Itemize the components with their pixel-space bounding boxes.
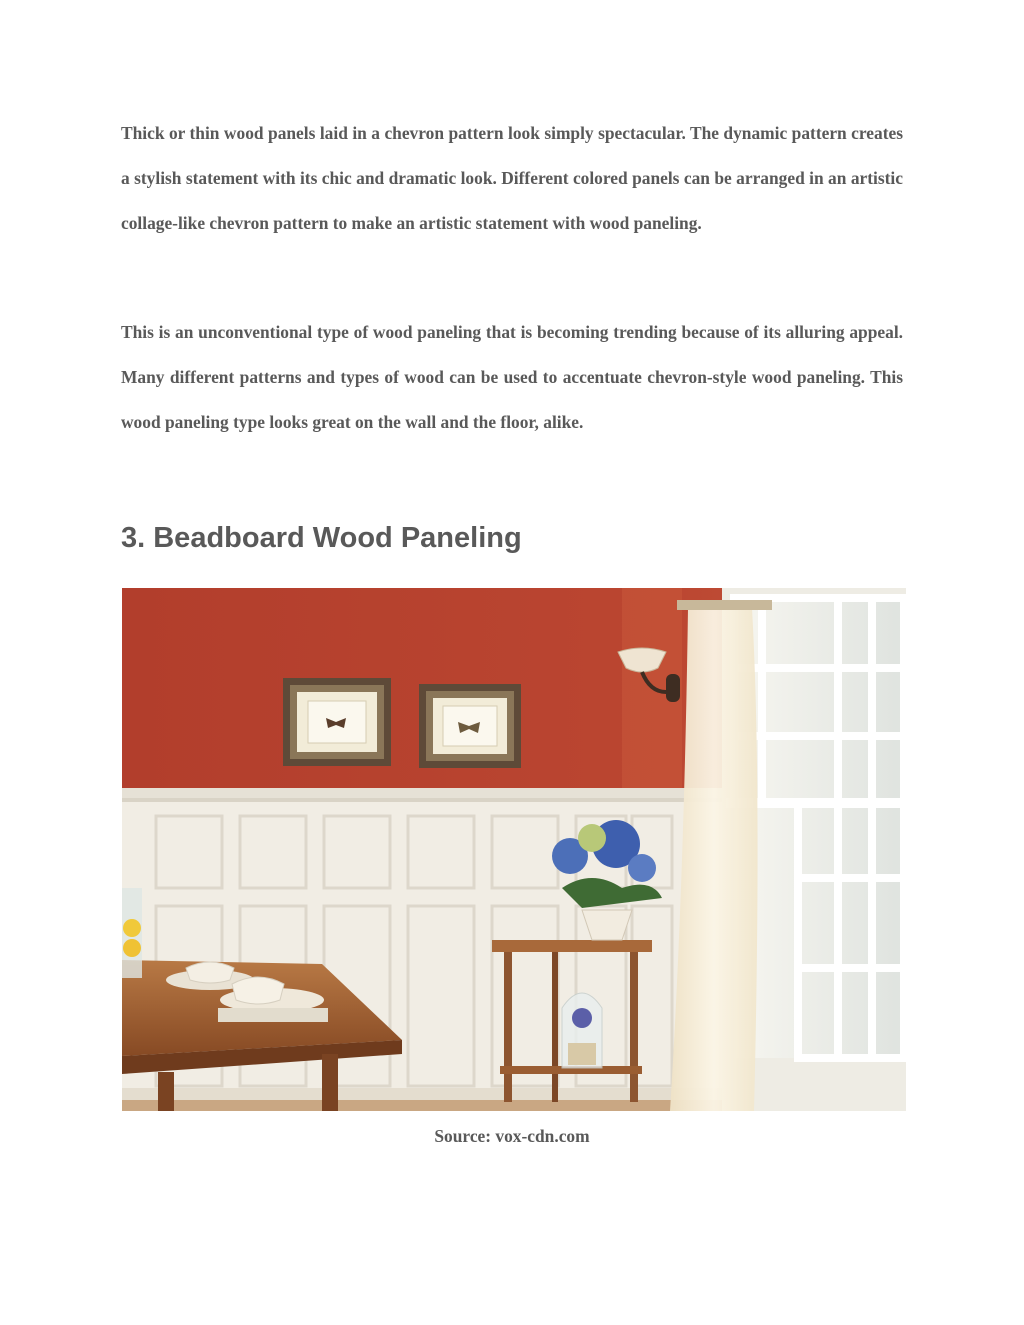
paragraph-chevron-details: This is an unconventional type of wood paneling that is becoming trending because of its alluring appeal. Many different patterns and types of wood can be used to accentuate chevron-style wood paneling. This wood paneling type looks great on the wall and the floor, alike. [121, 322, 903, 432]
paragraph-chevron-intro: Thick or thin wood panels laid in a chevron pattern look simply spectacular. The dynamic pattern creates a stylish statement with its chic and dramatic look. Different colored panels can be arranged in an artistic collage-like chevron pattern to make an artistic statement with wood paneling. [121, 123, 903, 233]
room-illustration [122, 588, 906, 1111]
beadboard-room-photo [122, 588, 906, 1111]
butterfly-frame-left [283, 678, 391, 766]
section-heading: 3. Beadboard Wood Paneling [121, 522, 522, 554]
figure-caption: Source: vox-cdn.com [434, 1126, 590, 1146]
glass-cloche [562, 993, 602, 1068]
lemon-jar [122, 888, 142, 978]
butterfly-frame-right [419, 684, 521, 768]
